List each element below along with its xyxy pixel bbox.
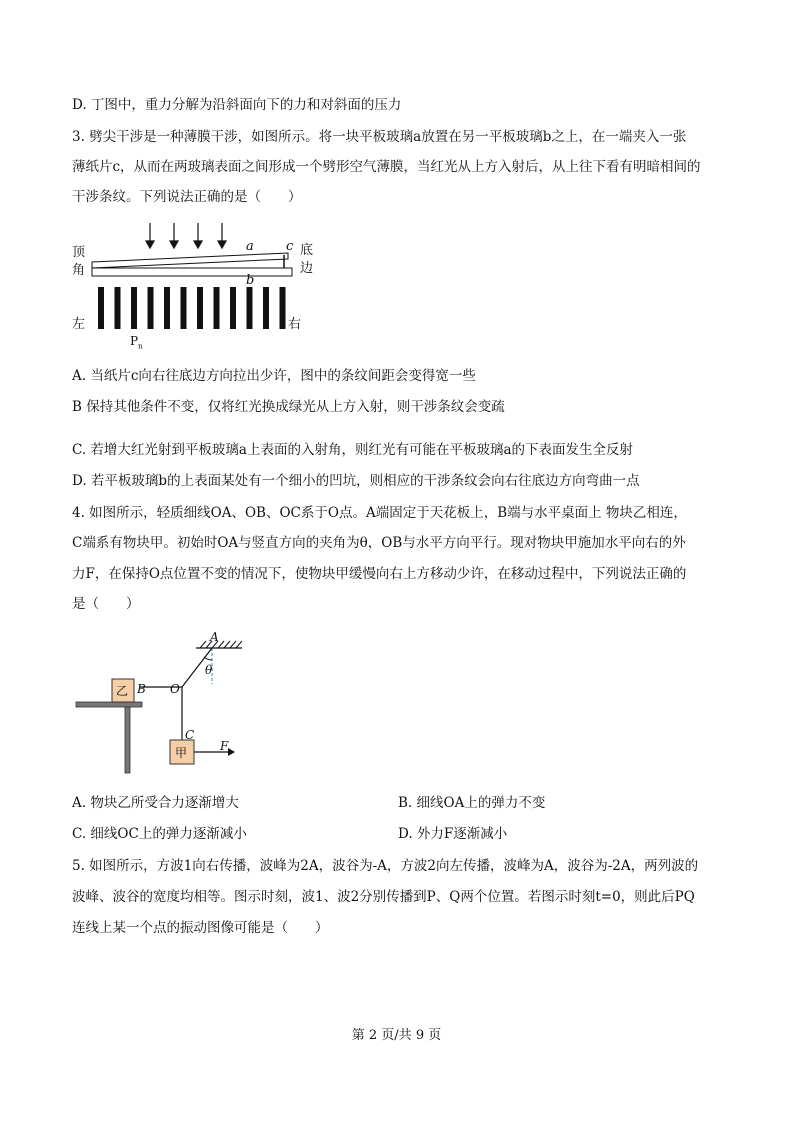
label-C: C	[185, 728, 195, 742]
q4-option-a: A. 物块乙所受合力逐渐增大	[72, 795, 239, 811]
glass-plate-b	[92, 268, 292, 276]
label-A: A	[210, 630, 219, 644]
fringe-bar	[280, 287, 286, 329]
q3-option-a: A. 当纸片c向右往底边方向拉出少许，图中的条纹间距会变得宽一些	[72, 368, 476, 384]
incident-light-arrows	[146, 223, 226, 248]
fringe-bar	[230, 287, 236, 329]
fringe-bar	[197, 287, 203, 329]
q3-option-b: B 保持其他条件不变，仅将红光换成绿光从上方入射，则干涉条纹会变疏	[72, 399, 505, 415]
glass-plate-a	[92, 253, 288, 268]
tension-diagram	[72, 628, 252, 778]
label-B: B	[137, 682, 146, 696]
block-jia-label: 甲	[175, 746, 188, 760]
fringe-bar	[148, 287, 154, 329]
q2-option-d: D. 丁图中，重力分解为沿斜面向下的力和对斜面的压力	[72, 97, 402, 113]
force-f-arrowhead	[228, 748, 235, 756]
q4-stem-line4: 是（ ）	[72, 596, 140, 612]
fringe-bar	[247, 287, 253, 329]
table-leg	[125, 707, 130, 773]
fringe-bar	[263, 287, 269, 329]
wedge-interference-figure	[70, 215, 314, 355]
block-yi-label: 乙	[116, 684, 129, 698]
q4-stem-line3: 力F，在保持O点位置不变的情况下，使物块甲缓慢向右上方移动少许，在移动过程中，下列说法正确的	[72, 566, 687, 582]
label-top-left-1: 顶	[72, 245, 86, 260]
q5-stem-line2: 波峰、波谷的宽度均相等。图示时刻，波1、波2分别传播到P、Q两个位置。若图示时刻t=0，则此后PQ	[72, 889, 695, 905]
label-c: c	[286, 239, 294, 254]
fringe-bar	[214, 287, 220, 329]
fringe-bar	[115, 287, 121, 329]
fringe-bar	[98, 287, 104, 329]
ceiling-hatch	[200, 641, 242, 648]
q4-stem-line1: 4. 如图所示，轻质细线OA、OB、OC系于O点。A端固定于天花板上，B端与水平桌面上 物块乙相连，	[72, 505, 687, 521]
label-a: a	[246, 239, 254, 254]
q5-stem-line1: 5. 如图所示，方波1向右传播，波峰为2A，波谷为-A，方波2向左传播，波峰为A，波谷为-2A，两列波的	[72, 858, 699, 874]
q3-option-d: D. 若平板玻璃b的上表面某处有一个细小的凹坑，则相应的干涉条纹会向右往底边方向弯曲一点	[72, 473, 640, 489]
q3-stem-line3: 干涉条纹。下列说法正确的是（ ）	[72, 189, 302, 205]
wedge-diagram	[70, 215, 310, 355]
label-top-right-2: 边	[300, 261, 314, 276]
q4-option-b: B. 细线OA上的弹力不变	[398, 795, 546, 811]
table-top	[76, 702, 142, 707]
fringe-bar	[131, 287, 137, 329]
label-p-subscript: n	[138, 342, 143, 351]
q3-option-c: C. 若增大红光射到平板玻璃a上表面的入射角，则红光有可能在平板玻璃a的下表面发生全反射	[72, 442, 634, 458]
q3-stem-line1: 3. 劈尖干涉是一种薄膜干涉，如图所示。将一块平板玻璃a放置在另一平板玻璃b之上，在一端夹入一张	[72, 129, 687, 145]
fringe-bar	[164, 287, 170, 329]
interference-fringes	[98, 287, 286, 329]
label-p: $P_n$	[130, 334, 143, 351]
q4-stem-line2: C端系有物块甲。初始时OA与竖直方向的夹角为θ，OB与水平方向平行。现对物块甲施加水平向右的外	[72, 535, 686, 551]
label-top-left-2: 角	[72, 263, 86, 278]
label-O: O	[170, 682, 180, 696]
label-left: 左	[72, 317, 86, 332]
label-theta: θ	[205, 663, 213, 677]
q4-option-d: D. 外力F逐渐减小	[398, 826, 508, 842]
page-footer: 第 2 页/共 9 页	[351, 1028, 442, 1043]
string-tension-figure	[72, 628, 252, 778]
label-b: b	[246, 273, 255, 288]
q4-option-c: C. 细线OC上的弹力逐渐减小	[72, 826, 247, 842]
label-F: F	[220, 739, 229, 753]
label-top-right-1: 底	[300, 243, 314, 258]
q3-stem-line2: 薄纸片c，从而在两玻璃表面之间形成一个劈形空气薄膜，当红光从上方入射后，从上往下看有明暗相间的	[72, 159, 701, 175]
q5-stem-line3: 连线上某一个点的振动图像可能是（ ）	[72, 920, 329, 936]
label-right: 右	[288, 317, 302, 332]
fringe-bar	[181, 287, 187, 329]
